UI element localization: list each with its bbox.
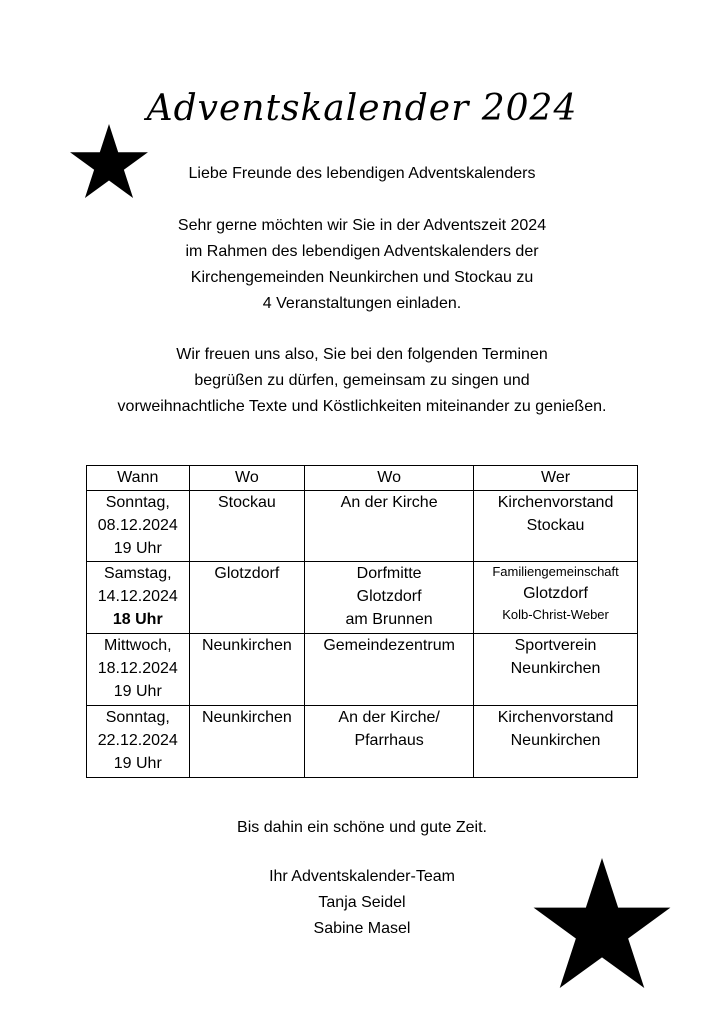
schedule-table xyxy=(86,465,638,778)
header-wo: Wo xyxy=(189,466,305,491)
table-row xyxy=(87,634,638,706)
time: 19 Uhr xyxy=(113,540,162,557)
host-line: Stockau xyxy=(526,517,585,534)
time: 18 Uhr xyxy=(112,611,163,628)
cell-wo: Glotzdorf xyxy=(189,562,305,634)
invite-paragraph xyxy=(0,342,724,420)
signature-team: Ihr Adventskalender-Team xyxy=(269,868,455,885)
date: 22.12.2024 xyxy=(97,732,178,749)
weekday: Sonntag, xyxy=(105,494,170,511)
location-line: Glotzdorf xyxy=(356,588,422,605)
host-line: Familiengemeinschaft xyxy=(492,564,619,579)
intro-paragraph xyxy=(0,213,724,317)
page-title: Adventskalender 2024 xyxy=(146,88,578,129)
host-line: Neunkirchen xyxy=(510,732,601,749)
invite-line: vorweihnachtliche Texte und Köstlichkeiten miteinander zu genießen. xyxy=(117,398,607,415)
header-wo-detail: Wo xyxy=(305,466,474,491)
cell-wann xyxy=(87,706,190,778)
weekday: Mittwoch, xyxy=(103,637,172,654)
header-wer: Wer xyxy=(474,466,638,491)
closing-text: Bis dahin ein schöne und gute Zeit. xyxy=(237,819,487,836)
cell-wann xyxy=(87,491,190,562)
cell-wer xyxy=(474,491,638,562)
table-row xyxy=(87,491,638,562)
cell-wer xyxy=(474,634,638,706)
table-header-row xyxy=(87,466,638,491)
location-line: Gemeindezentrum xyxy=(323,637,455,654)
location-line: am Brunnen xyxy=(345,611,433,628)
cell-wann xyxy=(87,634,190,706)
cell-wo-detail xyxy=(305,562,474,634)
cell-wo-detail xyxy=(305,706,474,778)
cell-wo-detail xyxy=(305,634,474,706)
host-line: Kirchenvorstand xyxy=(497,494,614,511)
weekday: Samstag, xyxy=(103,565,172,582)
table-row xyxy=(87,706,638,778)
host-line: Sportverein xyxy=(514,637,597,654)
signature-name: Sabine Masel xyxy=(313,920,411,937)
host-line: Glotzdorf xyxy=(523,585,588,602)
greeting-text: Liebe Freunde des lebendigen Adventskalenders xyxy=(188,165,536,182)
cell-wo: Stockau xyxy=(189,491,305,562)
header-wann: Wann xyxy=(87,466,190,491)
time: 19 Uhr xyxy=(113,755,162,772)
host-line: Neunkirchen xyxy=(510,660,601,677)
intro-line: Sehr gerne möchten wir Sie in der Adventszeit 2024 xyxy=(177,217,547,234)
location-line: An der Kirche/ xyxy=(338,709,440,726)
invite-line: begrüßen zu dürfen, gemeinsam zu singen und xyxy=(194,372,530,389)
star-icon xyxy=(532,858,672,988)
table-row xyxy=(87,562,638,634)
cell-wo: Neunkirchen xyxy=(189,634,305,706)
cell-wo: Neunkirchen xyxy=(189,706,305,778)
intro-line: im Rahmen des lebendigen Adventskalenders der xyxy=(185,243,539,260)
invite-line: Wir freuen uns also, Sie bei den folgenden Terminen xyxy=(176,346,548,363)
signature-name: Tanja Seidel xyxy=(318,894,406,911)
weekday: Sonntag, xyxy=(105,709,170,726)
location-line: Pfarrhaus xyxy=(354,732,424,749)
cell-wo-detail xyxy=(305,491,474,562)
intro-line: 4 Veranstaltungen einladen. xyxy=(262,295,462,312)
cell-wann xyxy=(87,562,190,634)
time: 19 Uhr xyxy=(113,683,162,700)
date: 18.12.2024 xyxy=(97,660,178,677)
host-line: Kirchenvorstand xyxy=(497,709,614,726)
cell-wer xyxy=(474,706,638,778)
location-line: Dorfmitte xyxy=(356,565,422,582)
intro-line: Kirchengemeinden Neunkirchen und Stockau zu xyxy=(190,269,534,286)
location-line: An der Kirche xyxy=(340,494,438,511)
date: 08.12.2024 xyxy=(97,517,178,534)
cell-wer xyxy=(474,562,638,634)
host-line: Kolb-Christ-Weber xyxy=(502,607,609,622)
date: 14.12.2024 xyxy=(97,588,178,605)
